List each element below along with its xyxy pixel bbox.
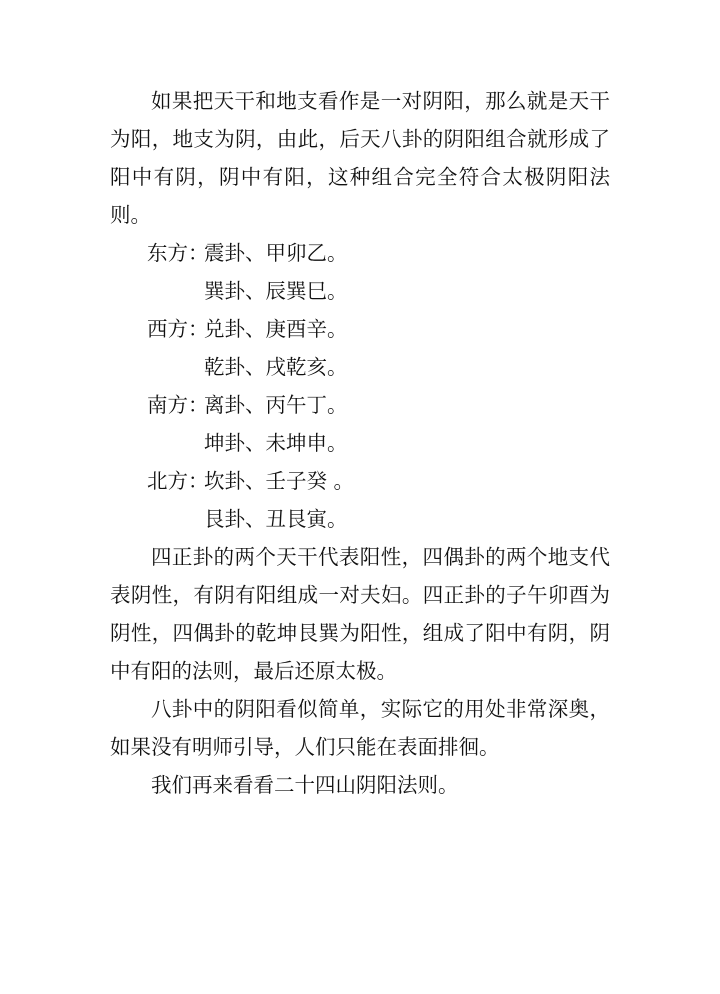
direction-west-line — [110, 310, 610, 348]
direction-north-trigram-1: 坎卦、壬子癸 。 — [204, 469, 355, 493]
direction-north-label: 北方： — [147, 469, 209, 493]
direction-east-line — [110, 234, 610, 272]
direction-east-label: 东方： — [147, 241, 209, 265]
document-body — [110, 82, 610, 804]
direction-south-trigram-1: 离卦、丙午丁。 — [204, 393, 348, 417]
direction-east-trigram-1: 震卦、甲卯乙。 — [204, 241, 348, 265]
direction-north-line — [110, 462, 610, 500]
outro-paragraph-1: 四正卦的两个天干代表阳性，四偶卦的两个地支代表阴性，有阴有阳组成一对夫妇。四正卦的子午卯酉为阴性，四偶卦的乾坤艮巽为阳性，组成了阳中有阴，阴中有阳的法则，最后还原太极。 — [110, 545, 610, 683]
direction-west-label: 西方： — [147, 317, 209, 341]
outro-paragraph-2: 八卦中的阴阳看似简单，实际它的用处非常深奥，如果没有明师引导，人们只能在表面排徊。 — [110, 697, 610, 759]
direction-west-trigram-1: 兑卦、庚酉辛。 — [204, 317, 348, 341]
direction-east-trigram-2: 巽卦、辰巽巳。 — [204, 279, 348, 303]
outro-paragraph-3: 我们再来看看二十四山阴阳法则。 — [151, 773, 459, 797]
direction-south-line — [110, 386, 610, 424]
intro-paragraph: 如果把天干和地支看作是一对阴阳，那么就是天干为阳，地支为阴，由此，后天八卦的阴阳组合就形成了阳中有阴，阴中有阳，这种组合完全符合太极阴阳法则。 — [110, 89, 610, 227]
direction-west-trigram-2: 乾卦、戌乾亥。 — [204, 355, 348, 379]
direction-north-trigram-2: 艮卦、丑艮寅。 — [204, 507, 348, 531]
direction-south-label: 南方： — [147, 393, 209, 417]
direction-south-trigram-2: 坤卦、未坤申。 — [204, 431, 348, 455]
